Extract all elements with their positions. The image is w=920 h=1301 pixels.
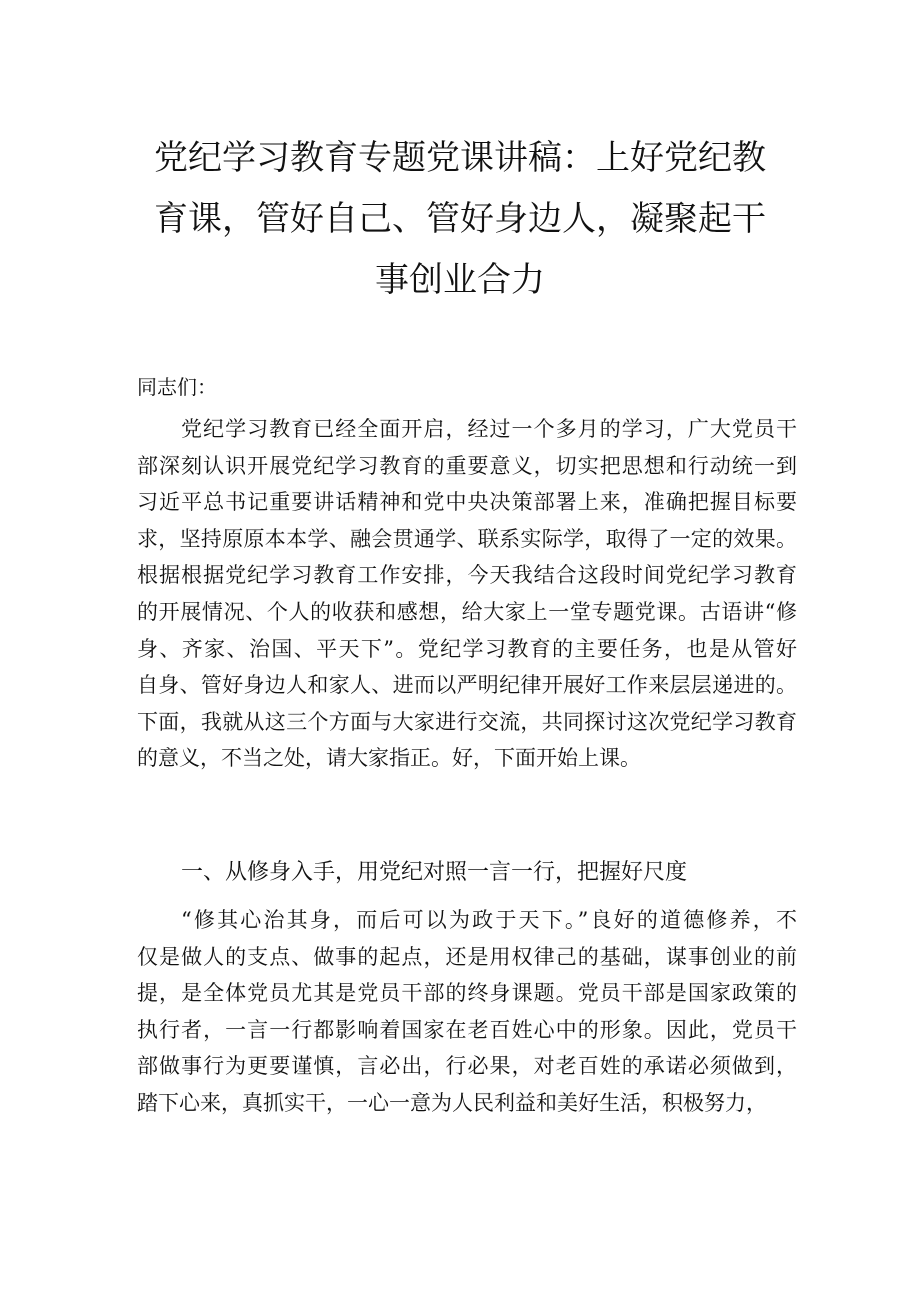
title-line-1: 党纪学习教育专题党课讲稿：上好党纪教 (154, 138, 766, 178)
paragraph-line: 提，是全体党员尤其是党员干部的终身课题。党员干部是国家政策的 (137, 981, 797, 1006)
paragraph-line: 的意义，不当之处，请大家指正。好，下面开始上课。 (137, 746, 641, 771)
paragraph-line: 自身、管好身边人和家人、进而以严明纪律开展好工作来层层递进的。 (137, 673, 797, 698)
paragraph-line: 习近平总书记重要讲话精神和党中央决策部署上来，准确把握目标要 (137, 490, 797, 515)
paragraph-section1 (137, 902, 797, 1122)
paragraph-line: 踏下心来，真抓实干，一心一意为人民利益和美好生活，积极努力， (137, 1090, 767, 1115)
paragraph-intro (137, 411, 797, 777)
paragraph-line: 身、齐家、治国、平天下”。党纪学习教育的主要任务，也是从管好 (137, 636, 797, 661)
document-title (110, 128, 810, 311)
title-line-3: 事创业合力 (375, 260, 545, 300)
paragraph-line: “修其心治其身，而后可以为政于天下。”良好的道德修养，不 (181, 908, 797, 932)
paragraph-line: 求，坚持原原本本学、融会贯通学、联系实际学，取得了一定的效果。 (137, 526, 797, 551)
salutation: 同志们： (137, 375, 217, 399)
paragraph-line: 部深刻认识开展党纪学习教育的重要意义，切实把思想和行动统一到 (137, 453, 797, 478)
paragraph-line: 仅是做人的支点、做事的起点，还是用权律己的基础，谋事创业的前 (137, 944, 797, 969)
paragraph-line: 党纪学习教育已经全面开启，经过一个多月的学习，广大党员干 (181, 417, 797, 441)
paragraph-line: 的开展情况、个人的收获和感想，给大家上一堂专题党课。古语讲“修 (137, 599, 797, 624)
title-line-2: 育课，管好自己、管好身边人，凝聚起干 (154, 199, 766, 239)
paragraph-line: 部做事行为更要谨慎，言必出，行必果，对老百姓的承诺必须做到， (137, 1054, 797, 1079)
paragraph-line: 根据根据党纪学习教育工作安排，今天我结合这段时间党纪学习教育 (137, 563, 797, 588)
paragraph-line: 下面，我就从这三个方面与大家进行交流，共同探讨这次党纪学习教育 (137, 709, 797, 734)
paragraph-line: 执行者，一言一行都影响着国家在老百姓心中的形象。因此，党员干 (137, 1017, 797, 1042)
section-heading-1: 一、从修身入手，用党纪对照一言一行，把握好尺度 (181, 860, 688, 885)
